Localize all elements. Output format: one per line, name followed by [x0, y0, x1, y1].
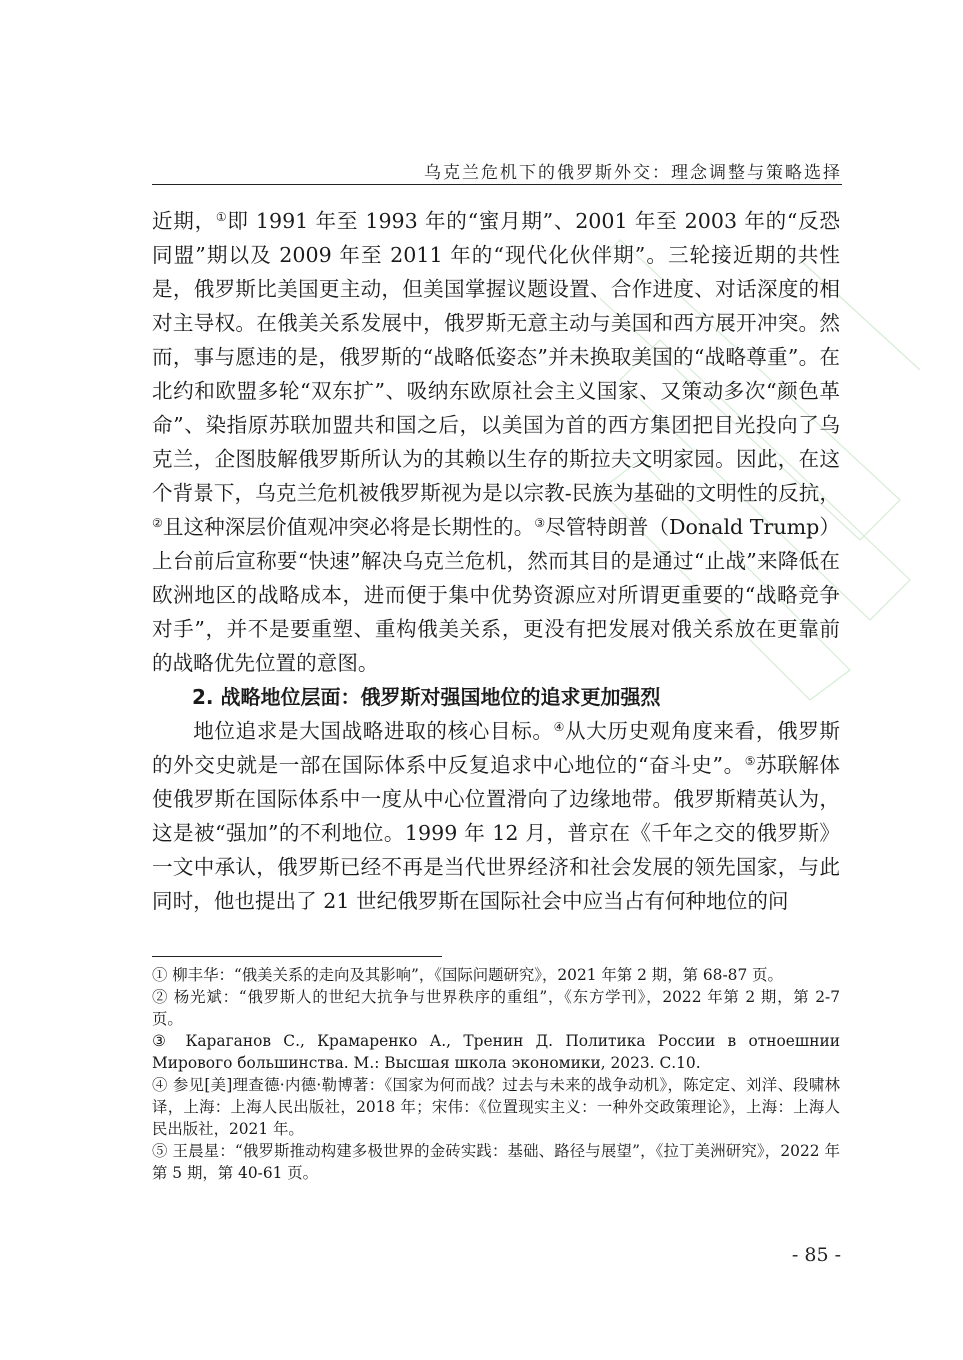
footnote-rule	[152, 956, 442, 957]
page-number: - 85 -	[791, 1244, 841, 1266]
footnote-ref-5: ⑤	[744, 754, 756, 768]
header-rule	[152, 184, 842, 185]
footnote-2: ② 杨光斌：“俄罗斯人的世纪大抗争与世界秩序的重组”，《东方学刊》，2022 年第 2 期，第 2-7 页。	[152, 988, 840, 1028]
footnote-ref-4: ④	[553, 720, 565, 734]
paragraph-2: 地位追求是大国战略进取的核心目标。④从大历史观角度来看，俄罗斯的外交史就是一部在国际体系中反复追求中心地位的“奋斗史”。⑤苏联解体使俄罗斯在国际体系中一度从中心位置滑向了边缘地带。俄罗斯精英认为，这是被“强加”的不利地位。1999 年 12 月，普京在《千年之交的俄罗斯》一文中承认，俄罗斯已经不再是当代世界经济和社会发展的领先国家，与此同时，他也提出了 21 世纪俄罗斯在国际社会中应当占有何种地位的问	[152, 719, 841, 913]
footnote-3: ③ Караганов С., Крамаренко А., Тренин Д. Политика России в отноешнии Мирового большинства. М.: Высшая школа экономики, 2023. С.10.	[152, 1032, 840, 1072]
footnote-ref-1: ①	[215, 210, 228, 224]
footnote-ref-3: ③	[534, 516, 546, 530]
footnote-ref-2: ②	[152, 516, 163, 530]
subheading: 2. 战略地位层面：俄罗斯对强国地位的追求更加强烈	[192, 685, 661, 709]
running-header: 乌克兰危机下的俄罗斯外交：理念调整与策略选择	[424, 163, 842, 183]
body-text	[152, 204, 840, 918]
footnote-5: ⑤ 王晨星：“俄罗斯推动构建多极世界的金砖实践：基础、路径与展望”，《拉丁美洲研究》，2022 年第 5 期，第 40-61 页。	[152, 1142, 840, 1182]
footnotes	[152, 964, 840, 1184]
footnote-1: ① 柳丰华：“俄美关系的走向及其影响”，《国际问题研究》，2021 年第 2 期，第 68-87 页。	[152, 966, 783, 984]
paragraph-1: 近期，①即 1991 年至 1993 年的“蜜月期”、2001 年至 2003 年的“反恐同盟”期以及 2009 年至 2011 年的“现代化伙伴期”。三轮接近期的共性是，俄罗斯比美国更主动，但美国掌握议题设置、合作进度、对话深度的相对主导权。在俄美关系发展中，俄罗斯无意主动与美国和西方展开冲突。然而，事与愿违的是，俄罗斯的“战略低姿态”并未换取美国的“战略尊重”。在北约和欧盟多轮“双东扩”、吸纳东欧原社会主义国家、又策动多次“颜色革命”、染指原苏联加盟共和国之后，以美国为首的西方集团把目光投向了乌克兰，企图肢解俄罗斯所认为的其赖以生存的斯拉夫文明家园。因此，在这个背景下，乌克兰危机被俄罗斯视为是以宗教-民族为基础的文明性的反抗，②且这种深层价值观冲突必将是长期性的。③尽管特朗普（Donald Trump）上台前后宣称要“快速”解决乌克兰危机，然而其目的是通过“止战”来降低在欧洲地区的战略成本，进而便于集中优势资源应对所谓更重要的“战略竞争对手”，并不是要重塑、重构俄美关系，更没有把发展对俄关系放在更靠前的战略优先位置的意图。	[152, 209, 841, 675]
footnote-4: ④ 参见[美]理查德·内德·勒博著：《国家为何而战？过去与未来的战争动机》，陈定定、刘洋、段啸林译，上海：上海人民出版社，2018 年；宋伟：《位置现实主义：一种外交政策理论》，上海：上海人民出版社，2021 年。	[152, 1076, 840, 1138]
